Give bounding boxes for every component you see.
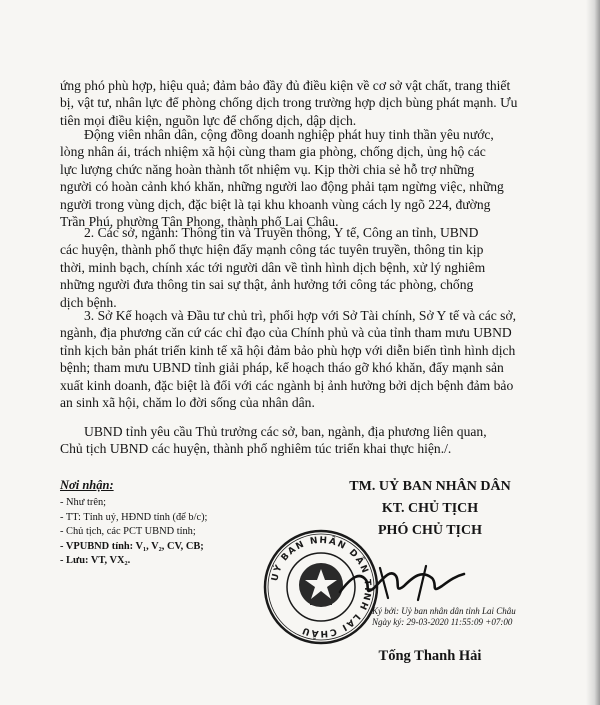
paragraph-line: Động viên nhân dân, cộng đồng doanh nghiệp phát huy tinh thần yêu nước, — [84, 127, 494, 142]
paragraph-line: các huyện, thành phố thực hiện đẩy mạnh công tác tuyên truyền, thông tin kịp — [60, 242, 484, 258]
seal-text: UỶ BAN NHÂN DÂN TỈNH LAI CHÂU — [270, 535, 373, 639]
digital-signature-info — [372, 606, 516, 628]
recipient-item: - VPUBND tỉnh: V₁, V₂, CV, CB; — [60, 540, 204, 552]
scan-edge — [586, 0, 600, 705]
paragraph-line: tỉnh kịch bản phát triển kinh tế xã hội đảm bảo phù hợp với diễn biến tình hình dịch — [60, 342, 516, 358]
recipient-item: - Như trên; — [60, 497, 107, 508]
paragraph-line: tiên mọi điều kiện, nguồn lực để chống dịch, dập dịch. — [60, 112, 357, 128]
digital-signer: Ký bởi: Uỷ ban nhân dân tỉnh Lai Châu — [372, 606, 516, 616]
handwritten-signature — [330, 558, 470, 608]
signer-name: Tống Thanh Hải — [378, 648, 482, 664]
paragraph-line: bị, vật tư, nhân lực để phòng chống dịch trong trường hợp dịch bùng phát mạnh. Ưu — [60, 95, 518, 111]
paragraph-1 — [60, 77, 540, 129]
signature-on-behalf: KT. CHỦ TỊCH — [381, 501, 479, 516]
paragraph-line: 3. Sở Kế hoạch và Đầu tư chủ trì, phối hợp với Sở Tài chính, Sở Y tế và các sở, — [84, 308, 517, 323]
paragraph-line: xuất kinh doanh, đặc biệt là đối với các ngành bị ảnh hưởng bởi dịch bệnh đảm bảo — [60, 377, 514, 393]
paragraph-line: lòng nhân ái, trách nhiệm xã hội cùng tham gia phòng, chống dịch, ủng hộ các — [60, 144, 486, 160]
paragraph-line: an sinh xã hội, chăm lo đời sống của nhân dân. — [60, 395, 315, 411]
paragraph-line: dịch bệnh. — [60, 294, 117, 310]
signature-org: TM. UỶ BAN NHÂN DÂN — [349, 479, 511, 494]
paragraph-line: những người đưa thông tin sai sự thật, ảnh hưởng tới công tác phòng, chống — [60, 277, 474, 293]
paragraph-5 — [60, 423, 540, 458]
digital-sign-date: Ngày ký: 29-03-2020 11:55:09 +07:00 — [372, 617, 513, 627]
paragraph-line: ngành, địa phương căn cứ các chỉ đạo của Chính phủ và của tỉnh tham mưu UBND — [60, 325, 512, 341]
paragraph-line: lực lượng chức năng hoàn thành tốt nhiệm vụ. Kịp thời chia sẻ hỗ trợ những — [60, 161, 475, 177]
paragraph-2 — [60, 126, 540, 230]
recipients-block — [60, 478, 290, 569]
recipient-item: - Lưu: VT, VX₂. — [60, 555, 131, 566]
paragraph-line: Chủ tịch UBND các huyện, thành phố nghiêm túc triển khai thực hiện./. — [60, 441, 452, 457]
paragraph-3 — [60, 224, 540, 311]
paragraph-line: người có hoàn cảnh khó khăn, những người lao động phải tạm ngừng việc, những — [60, 179, 504, 195]
recipients-title: Nơi nhận: — [60, 478, 114, 492]
signature-title: PHÓ CHỦ TỊCH — [378, 523, 482, 538]
paragraph-line: UBND tỉnh yêu cầu Thủ trưởng các sở, ban, ngành, địa phương liên quan, — [84, 424, 487, 439]
paragraph-line: thời, minh bạch, chính xác tới người dân về tình hình dịch bệnh, xử lý nghiêm — [60, 259, 486, 275]
paragraph-4 — [60, 307, 540, 411]
recipient-item: - TT: Tỉnh uỷ, HĐND tỉnh (để b/c); — [60, 511, 208, 523]
paragraph-line: Trần Phú, phường Tân Phong, thành phố Lai Châu. — [60, 214, 339, 230]
paragraph-line: bệnh; tham mưu UBND tỉnh giải pháp, kế hoạch tháo gỡ khó khăn, đẩy mạnh sản — [60, 360, 504, 376]
paragraph-line: 2. Các sở, ngành: Thông tin và Truyền thông, Y tế, Công an tỉnh, UBND — [84, 225, 479, 240]
paragraph-line: người trong vùng dịch, đặc biệt là tại khu khoanh vùng cách ly ngõ 224, đường — [60, 196, 491, 212]
recipient-item: - Chủ tịch, các PCT UBND tỉnh; — [60, 526, 196, 537]
paragraph-line: ứng phó phù hợp, hiệu quả; đảm bảo đầy đủ điều kiện về cơ sở vật chất, trang thiết — [60, 78, 511, 93]
